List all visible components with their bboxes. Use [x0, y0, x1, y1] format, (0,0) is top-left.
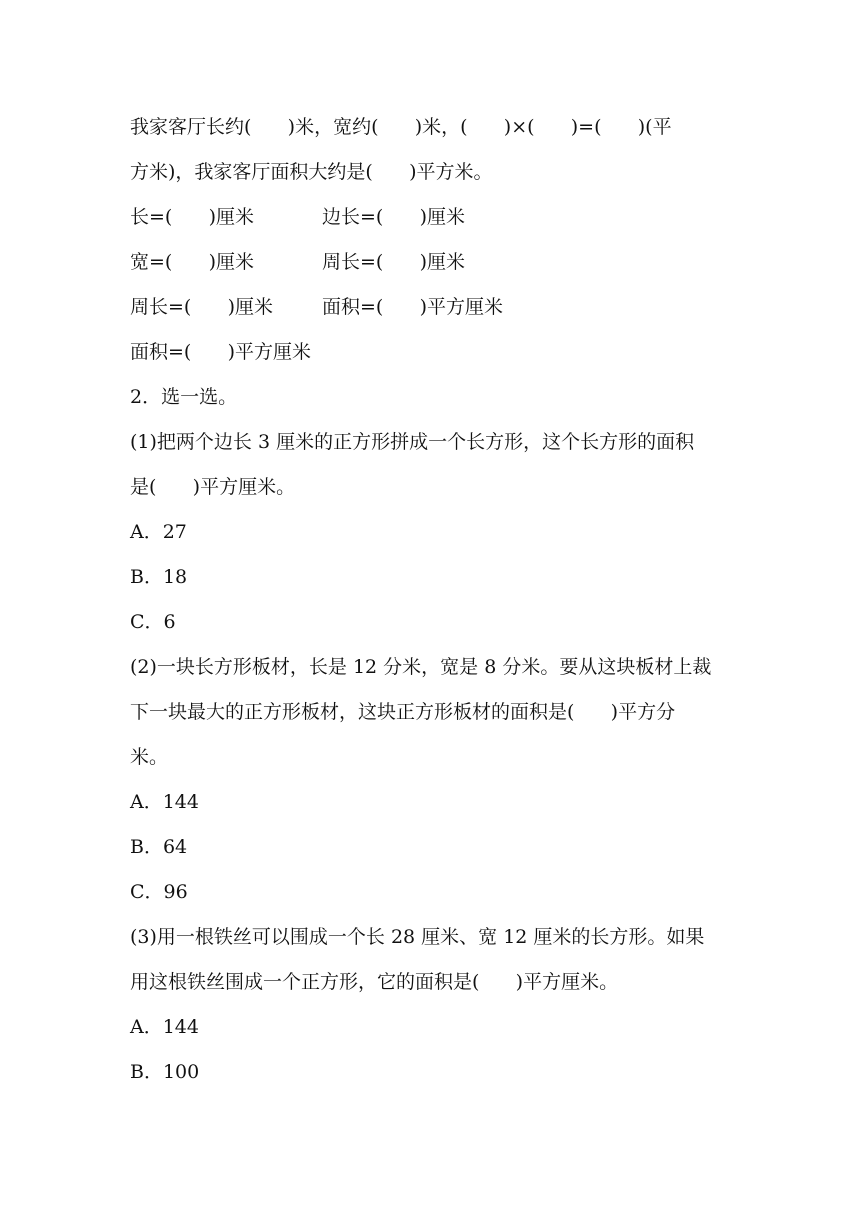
fill-row-1-left: 长=( )厘米	[130, 206, 254, 228]
q3-option-b: B．100	[130, 1061, 200, 1083]
q1-line-1: (1)把两个边长 3 厘米的正方形拼成一个长方形，这个长方形的面积	[130, 431, 695, 453]
q2-line-1: (2)一块长方形板材，长是 12 分米，宽是 8 分米。要从这块板材上裁	[130, 656, 712, 678]
intro-line-1: 我家客厅长约( )米，宽约( )米，( )×( )=( )(平	[130, 116, 672, 138]
q1-line-2: 是( )平方厘米。	[130, 476, 296, 498]
fill-row-2-left: 宽=( )厘米	[130, 251, 254, 273]
section-2-heading: 2．选一选。	[130, 386, 238, 408]
intro-line-2: 方米)，我家客厅面积大约是( )平方米。	[130, 161, 493, 183]
q3-line-1: (3)用一根铁丝可以围成一个长 28 厘米、宽 12 厘米的长方形。如果	[130, 926, 705, 948]
q2-line-3: 米。	[130, 746, 169, 768]
fill-row-2-right: 周长=( )厘米	[322, 251, 465, 273]
fill-row-1-right: 边长=( )厘米	[322, 206, 465, 228]
q3-option-a: A．144	[130, 1016, 199, 1038]
q3-line-2: 用这根铁丝围成一个正方形，它的面积是( )平方厘米。	[130, 971, 619, 993]
q2-line-2: 下一块最大的正方形板材，这块正方形板材的面积是( )平方分	[130, 701, 676, 723]
q2-option-c: C．96	[130, 881, 188, 903]
q2-option-a: A．144	[130, 791, 199, 813]
fill-row-4-left: 面积=( )平方厘米	[130, 341, 311, 363]
fill-row-3-right: 面积=( )平方厘米	[322, 296, 503, 318]
fill-row-3-left: 周长=( )厘米	[130, 296, 273, 318]
q1-option-a: A．27	[130, 521, 187, 543]
q1-option-c: C．6	[130, 611, 176, 633]
q2-option-b: B．64	[130, 836, 188, 858]
q1-option-b: B．18	[130, 566, 188, 588]
